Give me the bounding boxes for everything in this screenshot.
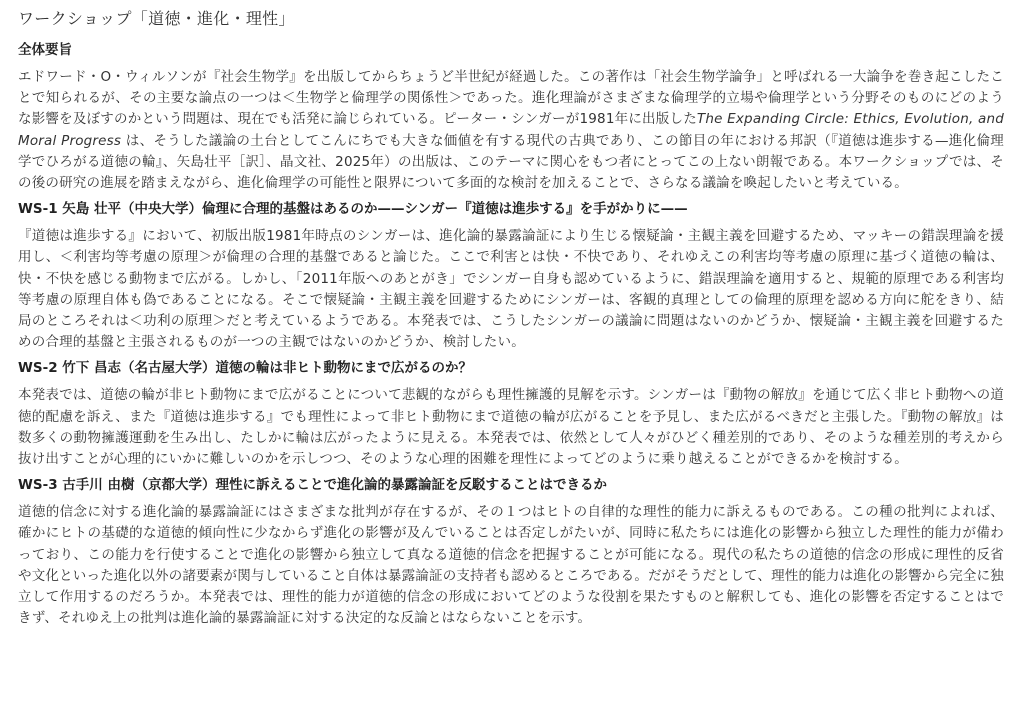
overview-paragraph bbox=[18, 67, 1004, 194]
session-abstract-ws3: 道徳的信念に対する進化論的暴露論証にはさまざまな批判が存在するが、その１つはヒトの自律的な理性的能力に訴えるものである。この種の批判によれば、確かにヒトの基礎的な道徳的傾向性に少なからず進化の影響が及んでいることは否定しがたいが、同時に私たちには進化の影響から独立した理性的能力が備わっており、この能力を行使することで進化の影響から独立して真なる道徳的信念を把握することが可能になる。現代の私たちの道徳的信念の形成に理性的反省や文化といった進化以外の諸要素が関与していること自体は暴露論証の支持者も認めるところである。だがそうだとして、理性的能力は進化の影響から完全に独立して作用するのだろうか。本発表では、理性的能力が道徳的信念の形成においてどのような役割を果たすものと解釈しても、進化の影響を否定することはできず、それゆえ上の批判は進化論的暴露論証に対する決定的な反論とはならないことを示す。 bbox=[18, 504, 1004, 627]
session-heading-ws1: WS-1 矢島 壮平（中央大学）倫理に合理的基盤はあるのか——シンガー『道徳は進歩する』を手がかりに—— bbox=[18, 201, 688, 218]
book-title: The Expanding Circle: Ethics, Evolution, and Moral Progress bbox=[18, 111, 1004, 149]
session-abstract-ws2: 本発表では、道徳の輪が非ヒト動物にまで広がることについて悲観的ながらも理性擁護的見解を示す。シンガーは『動物の解放』を通じて広く非ヒト動物への道徳的配慮を訴え、また『道徳は進歩する』でも理性によって非ヒト動物にまで道徳の輪が広がることを予見し、また広がるべきだと主張した。『動物の解放』は数多くの動物擁護運動を生み出し、たしかに輪は広がったように見える。本発表では、依然として人々がひどく種差別的であり、そのような種差別的考えから抜け出すことが心理的にいかに難しいのかを示しつつ、そのような心理的困難を理性によってどのように乗り越えることができるかを検討する。 bbox=[18, 387, 1004, 468]
overview-text-part-1: エドワード・O・ウィルソンが『社会生物学』を出版してからちょうど半世紀が経過した。この著作は「社会生物学論争」と呼ばれる一大論争を巻き起こしたことで知られるが、その主要な論点の一つは＜生物学と倫理学の関係性＞であった。進化理論がさまざまな倫理学的立場や倫理学という分野そのものにどのような影響を及ぼすのかという問題は、現在でも活発に論じられている。ピーター・シンガーが1981年に出版した bbox=[18, 69, 1004, 128]
page-title: ワークショップ「道徳・進化・理性」 bbox=[18, 9, 295, 28]
overview-heading: 全体要旨 bbox=[18, 42, 72, 58]
overview-text-part-2: は、そうした議論の土台としてこんにちでも大きな価値を有する現代の古典であり、この節目の年における邦訳（『道徳は進歩する—進化倫理学でひろがる道徳の輪』、矢島壮平［訳］、晶文社、2025年）の出版は、このテーマに関心をもつ者にとってこの上ない朗報である。本ワークショップでは、その後の研究の進展を踏まえながら、進化倫理学の可能性と限界について多面的な検討を加えることで、さらなる議論を喚起したいと考えている。 bbox=[18, 132, 1005, 192]
session-heading-ws2: WS-2 竹下 昌志（名古屋大学）道徳の輪は非ヒト動物にまで広がるのか？ bbox=[18, 360, 473, 377]
session-abstract-ws1: 『道徳は進歩する』において、初版出版1981年時点のシンガーは、進化論的暴露論証により生じる懐疑論・主観主義を回避するため、マッキーの錯誤理論を援用し、＜利害均等考慮の原理＞が倫理の合理的基盤であると論じた。ここで利害とは快・不快であり、それゆえこの利害均等考慮の原理に基づく道徳の輪は、快・不快を感じる動物まで広がる。しかし、「2011年版へのあとがき」でシンガー自身も認めているように、錯誤理論を適用すると、規範的原理である利害均等考慮の原理自体も偽であることになる。そこで懐疑論・主観主義を回避するためにシンガーは、客観的真理としての倫理的原理を認める方向に舵をきり、結局のところそれは＜功利の原理＞だと考えているようである。本発表では、こうしたシンガーの議論に問題はないのかどうか、懐疑論・主観主義を回避するための合理的基盤と主張されるものが一つの主観ではないのかどうか、検討したい。 bbox=[18, 228, 1004, 351]
session-heading-ws3: WS-3 古手川 由樹（京都大学）理性に訴えることで進化論的暴露論証を反駁することはできるか bbox=[18, 477, 608, 494]
document-page bbox=[18, 6, 1004, 634]
